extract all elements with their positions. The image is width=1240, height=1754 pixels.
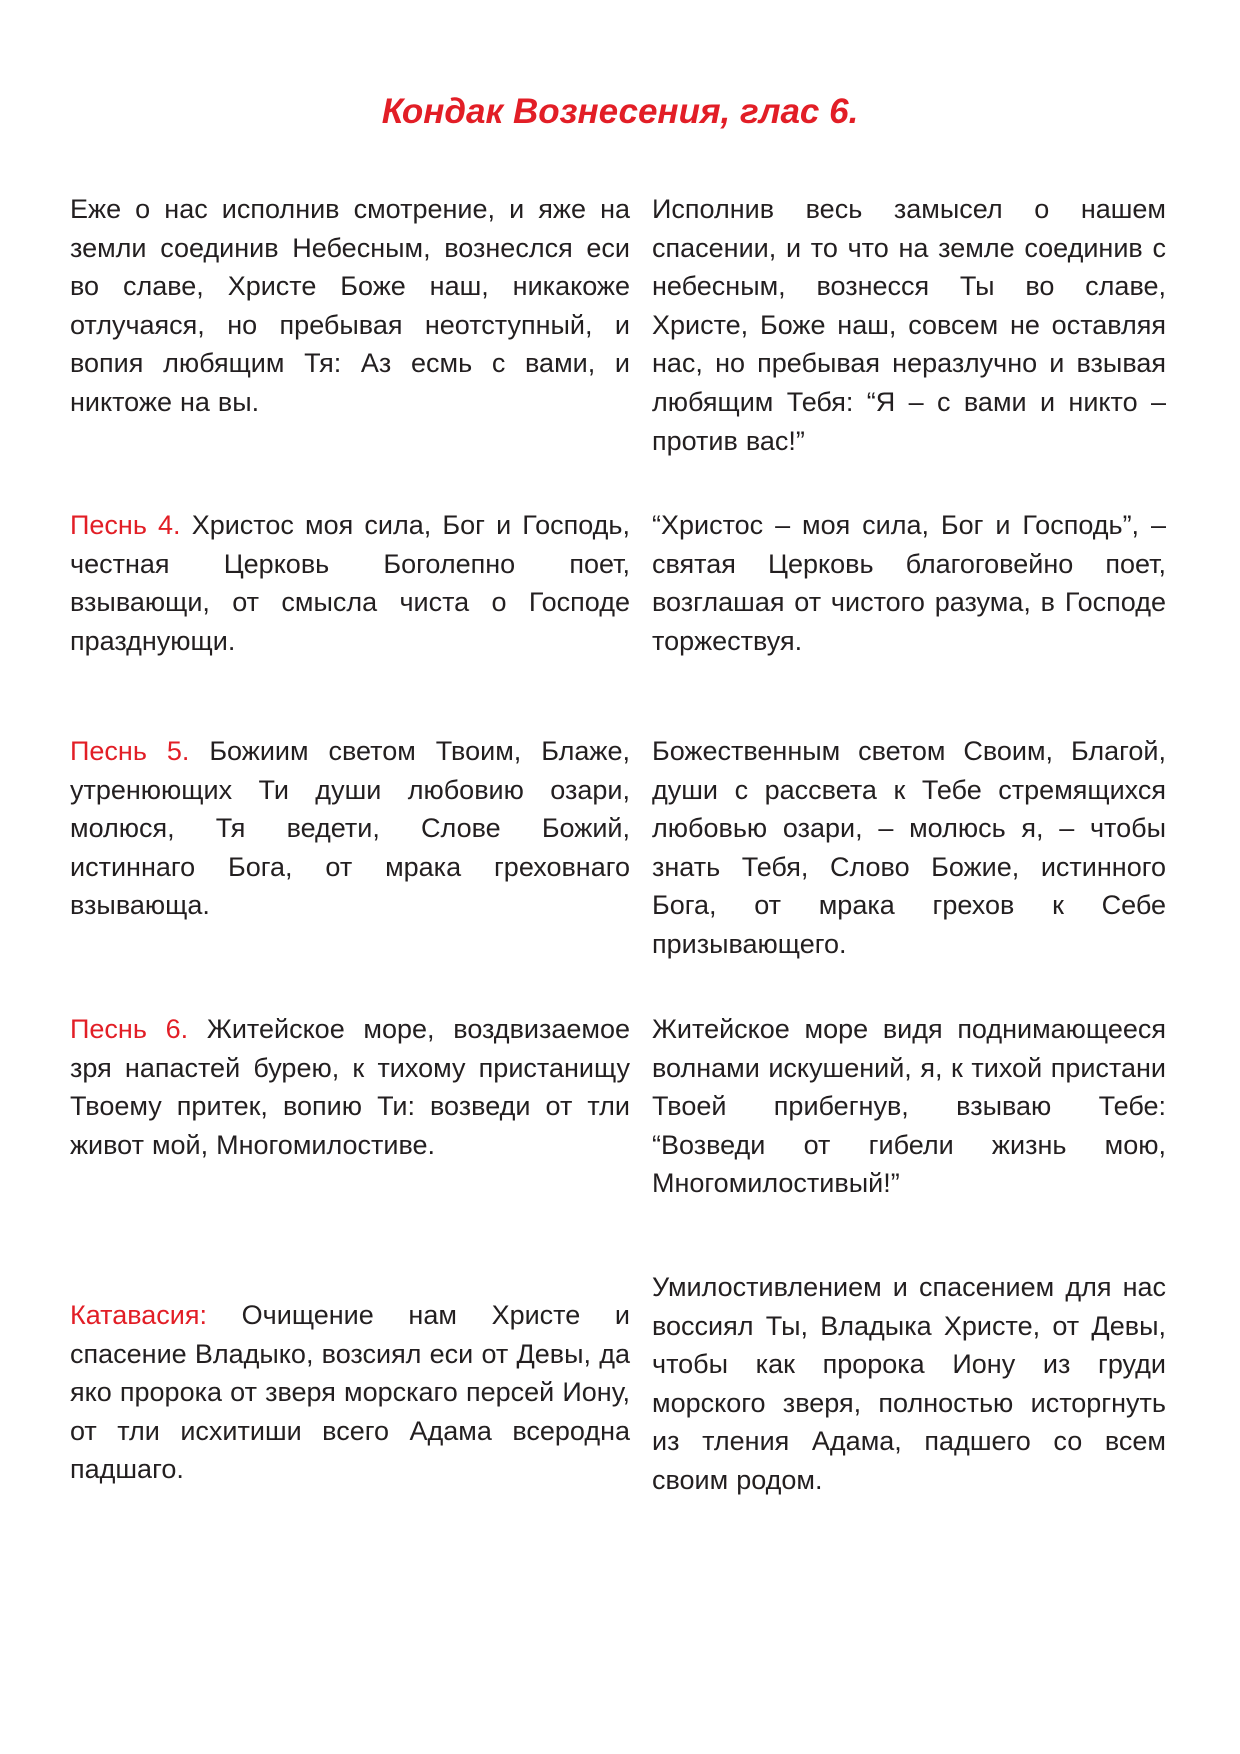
- russian-body: Житейское море видя поднимающееся волнами искушений, я, к тихой пристани Твоей прибегнув, взываю Тебе: “Возведи от гибели жизнь мою, Многомилостивый!”: [652, 1014, 1166, 1199]
- russian-text-ode-4: [652, 506, 1166, 660]
- slavonic-body: Еже о нас исполнив смотрение, и яже на земли соединив Небесным, вознеслся еси во славе, Христе Боже наш, никакоже отлучаяся, но пребывая неотступный, и вопия любящим Тя: Аз есмь с вами, и никтоже на вы.: [70, 194, 630, 417]
- russian-body: Умилостивлением и спасением для нас воссиял Ты, Владыка Христе, от Девы, чтобы как пророка Иону из груди морского зверя, полностью исторгнуть из тления Адама, падшего со всем своим родом.: [652, 1272, 1166, 1495]
- slavonic-body: Божиим светом Твоим, Блаже, утренюющих Ти души любовию озари, молюся, Тя ведети, Слове Божий, истиннаго Бога, от мрака греховнаго взывающа.: [70, 736, 630, 921]
- slavonic-text-ode-5: [70, 732, 630, 925]
- slavonic-text-ode-4: [70, 506, 630, 660]
- slavonic-body: Очищение нам Христе и спасение Владыко, возсиял еси от Девы, да яко пророка от зверя морскаго персей Иону, от тли исхитиши всего Адама всеродна падшаго.: [70, 1300, 630, 1485]
- russian-body: “Христос – моя сила, Бог и Господь”, – святая Церковь благоговейно поет, возглашая от чистого разума, в Господе торжествуя.: [652, 510, 1166, 656]
- russian-text-katavasia: [652, 1268, 1166, 1500]
- russian-body: Божественным светом Своим, Благой, души с рассвета к Тебе стремящихся любовью озари, – молюсь я, – чтобы знать Тебя, Слово Божие, истинного Бога, от мрака грехов к Себе призывающего.: [652, 736, 1166, 959]
- section-label-ode-5: Песнь 5.: [70, 736, 190, 766]
- russian-text-ode-5: [652, 732, 1166, 964]
- slavonic-body: Христос моя сила, Бог и Господь, честная Церковь Боголепно поет, взывающи, от смысла чиста о Господе празднующи.: [70, 510, 630, 656]
- slavonic-text-ode-6: [70, 1010, 630, 1164]
- slavonic-text-kontakion: [70, 190, 630, 422]
- page-title: Кондак Вознесения, глас 6.: [381, 92, 859, 131]
- section-label-ode-6: Песнь 6.: [70, 1014, 189, 1044]
- section-label-ode-4: Песнь 4.: [70, 510, 181, 540]
- russian-text-kontakion: [652, 190, 1166, 460]
- slavonic-text-katavasia: [70, 1296, 630, 1489]
- russian-text-ode-6: [652, 1010, 1166, 1203]
- section-label-katavasia: Катавасия:: [70, 1300, 207, 1330]
- russian-body: Исполнив весь замысел о нашем спасении, и то что на земле соединив с небесным, вознесся Ты во славе, Христе, Боже наш, совсем не оставляя нас, но пребывая неразлучно и взывая любящим Тебя: “Я – с вами и никто – против вас!”: [652, 194, 1166, 456]
- slavonic-body: Житейское море, воздвизаемое зря напастей бурею, к тихому пристанищу Твоему притек, вопию Ти: возведи от тли живот мой, Многомилостиве.: [70, 1014, 630, 1160]
